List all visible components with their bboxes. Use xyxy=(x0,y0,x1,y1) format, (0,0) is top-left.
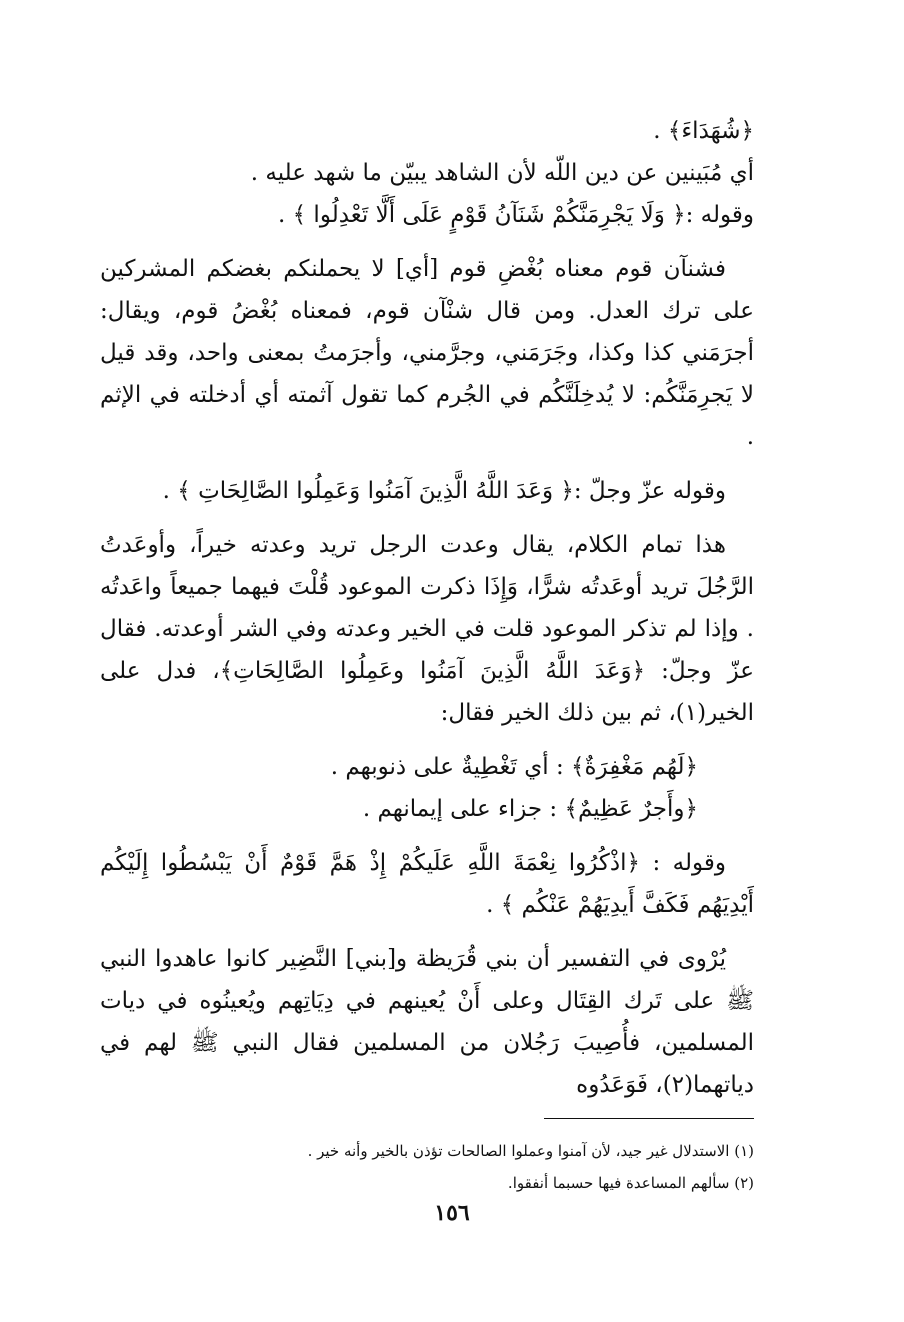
text-line: ﴿وأَجرٌ عَظِيمٌ﴾ : جزاء على إيمانهم . xyxy=(362,796,698,822)
text-line: وقوله :﴿ وَلَا يَجْرِمَنَّكُمْ شَنَآنُ قَوْمٍ عَلَى أَلَّا تَعْدِلُوا ﴾ . xyxy=(278,202,754,228)
main-text xyxy=(100,110,754,1106)
text-line: ﴿شُهَدَاءَ﴾ . xyxy=(653,118,754,144)
text-line: أي مُبَينين عن دين اللّه لأن الشاهد يبيّن ما شهد عليه . xyxy=(250,160,754,186)
page-number: ١٥٦ xyxy=(434,1200,470,1226)
footnote: (١) الاستدلال غير جيد، لأن آمنوا وعملوا الصالحات تؤذن بالخير وأنه خير . xyxy=(307,1142,754,1160)
footnote-divider xyxy=(544,1118,754,1119)
text-line: ﴿لَهُم مَغْفِرَةٌ﴾ : أي تَغْطِيةٌ على ذنوبهم . xyxy=(330,754,698,780)
paragraph: هذا تمام الكلام، يقال وعدت الرجل تريد وعدته خيراً، وأوعَدتُ الرَّجُلَ تريد أوعَدتُه شرًّا، وَإِذَا ذكرت الموعود قُلْتَ فيهما جميعاً واعَدتُه . وإذا لم تذكر الموعود قلت في الخير وعدته وفي الشر أوعدته. فقال عزّ وجلّ: ﴿وَعَدَ اللَّهُ الَّذِينَ آمَنُوا وعَمِلُوا الصَّالِحَاتِ﴾، فدل على الخير(١)، ثم بين ذلك الخير فقال: xyxy=(100,532,754,726)
footnote: (٢) سألهم المساعدة فيها حسبما أنفقوا. xyxy=(507,1174,754,1192)
paragraph: يُرْوى في التفسير أن بني قُرَيظة و[بني] النَّضِير كانوا عاهدوا النبي ﷺ على تَرك القِتَال وعلى أَنْ يُعينهم في دِيَاتِهم ويُعينُوه في ديات المسلمين، فأُصِيبَ رَجُلان من المسلمين فقال النبي ﷺ لهم في دياتهما(٢)، فَوَعَدُوه xyxy=(100,946,754,1098)
paragraph: فشنآن قوم معناه بُغْضِ قوم [أي] لا يحملنكم بغضكم المشركين على ترك العدل. ومن قال شنْآن قوم، فمعناه بُغْضُ قوم، ويقال: أجرَمَني كذا وكذا، وجَرَمَني، وجرَّمني، وأجرَمتُ بمعنى واحد، وقد قيل لا يَجرِمَنَّكُم: لا يُدخِلَنَّكُم في الجُرم كما تقول آثمته أي أدخلته في الإثم . xyxy=(100,256,754,450)
paragraph: وقوله عزّ وجلّ :﴿ وَعَدَ اللَّهُ الَّذِينَ آمَنُوا وَعَمِلُوا الصَّالِحَاتِ ﴾ . xyxy=(162,478,726,504)
footnotes xyxy=(100,1135,754,1199)
paragraph: وقوله : ﴿اذْكُرُوا نِعْمَةَ اللَّهِ عَلَيكُمْ إِذْ هَمَّ قَوْمٌ أَنْ يَبْسُطُوا إِلَيْكُم أَيْدِيَهُم فَكَفَّ أَيدِيَهُمْ عَنْكُم ﴾ . xyxy=(100,850,754,918)
